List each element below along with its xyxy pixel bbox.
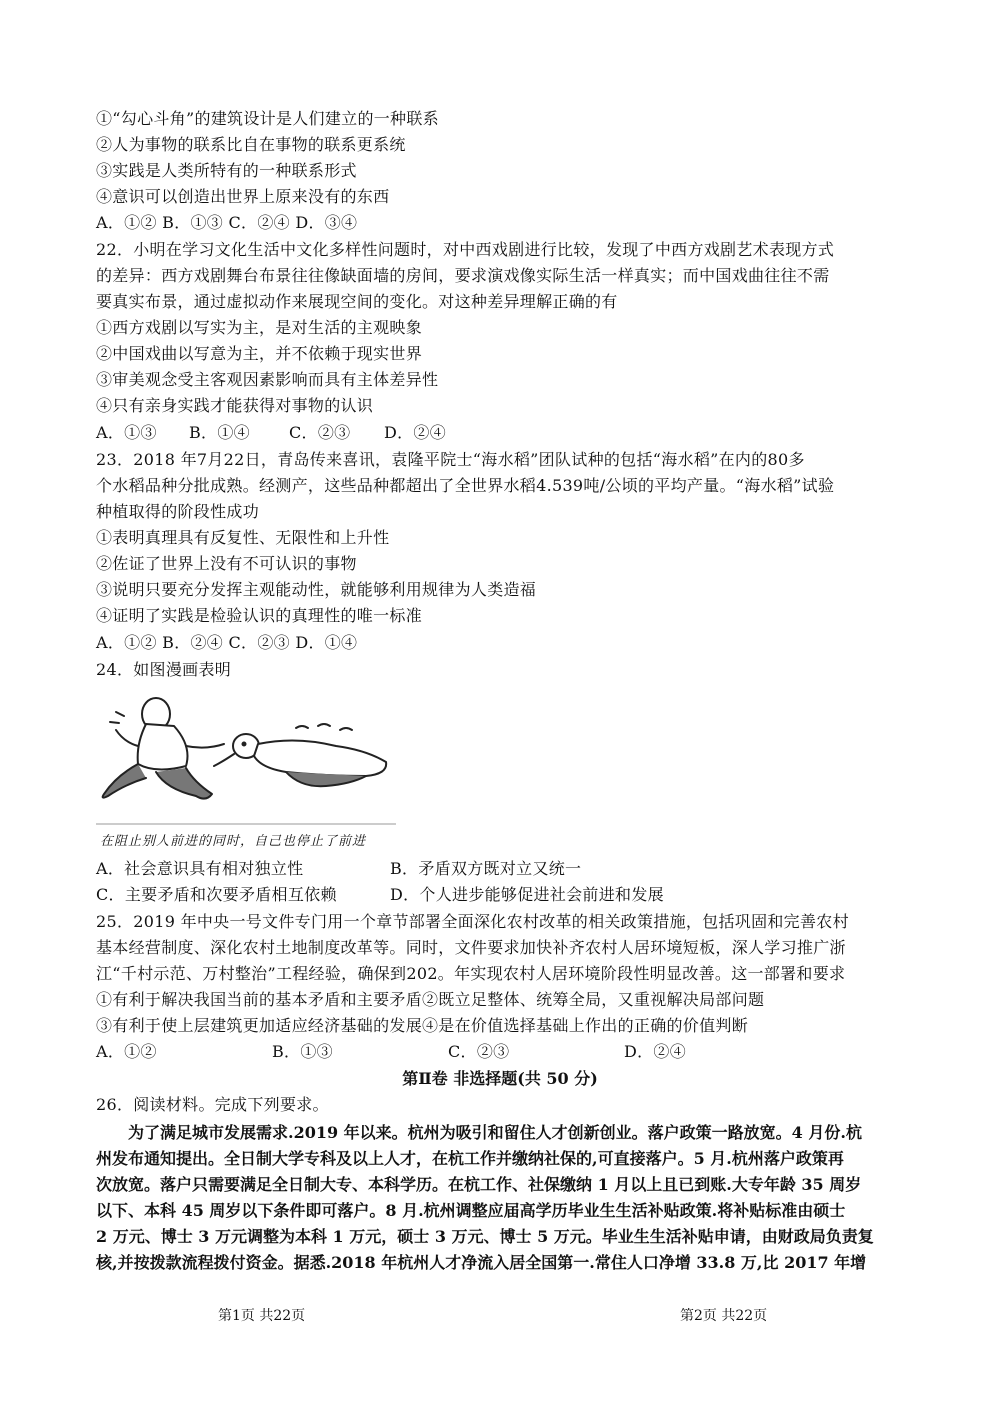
q22-option-b: B．①④ — [189, 423, 250, 442]
q26-material: 州发布通知提出。全日制大学专科及以上人才，在杭工作并缴纳社保的,可直接落户。5 月.杭州落户政策再 — [96, 1149, 844, 1168]
cartoon-image — [96, 684, 396, 829]
q22-stem: 要真实布景，通过虚拟动作来展现空间的变化。对这种差异理解正确的有 — [96, 292, 618, 311]
q26-material: 以下、本科 45 周岁以下条件即可落户。8 月.杭州调整应届高学历毕业生生活补贴政策.将补贴标准由硕士 — [96, 1201, 846, 1220]
q24-options-row1 — [96, 856, 581, 882]
q24-stem: 24．如图漫画表明 — [96, 660, 232, 679]
q22-option-c: C．②③ — [289, 423, 351, 442]
q22-options — [96, 420, 446, 446]
q25-stem: 25．2019 年中央一号文件专门用一个章节部署全面深化农村改革的相关政策措施，包括巩固和完善农村 — [96, 912, 849, 931]
q21-item: ④意识可以创造出世界上原来没有的东西 — [96, 187, 390, 206]
q22-stem: 的差异：西方戏剧舞台布景往往像缺面墙的房间，要求演戏像实际生活一样真实；而中国戏曲往往不需 — [96, 266, 830, 285]
q22-option-a: A．①③ — [96, 423, 157, 442]
q26-material: 2 万元、博士 3 万元调整为本科 1 万元，硕士 3 万元、博士 5 万元。毕业生生活补贴申请，由财政局负责复 — [96, 1227, 874, 1246]
q25-option-d: D．②④ — [624, 1042, 687, 1061]
q25-stem: 基本经营制度、深化农村土地制度改革等。同时，文件要求加快补齐农村人居环境短板，深人学习推广浙 — [96, 938, 846, 957]
q24-option-b: B．矛盾双方既对立又统一 — [390, 859, 582, 878]
page-footer-left: 第1页 共22页 — [218, 1308, 306, 1324]
q23-item: ①表明真理具有反复性、无限性和上升性 — [96, 528, 390, 547]
q24-option-d: D．个人进步能够促进社会前进和发展 — [390, 885, 664, 904]
q23-item: ③说明只要充分发挥主观能动性，就能够利用规律为人类造福 — [96, 580, 537, 599]
q25-option-a: A．①② — [96, 1042, 157, 1061]
q23-item: ②佐证了世界上没有不可认识的事物 — [96, 554, 357, 573]
q22-item: ④只有亲身实践才能获得对事物的认识 — [96, 396, 374, 415]
cartoon-caption: 在阻止别人前进的同时，自己也停止了前进 — [100, 834, 367, 849]
page-footer-right: 第2页 共22页 — [680, 1308, 768, 1324]
q22-option-d: D．②④ — [384, 423, 447, 442]
q24-options-row2 — [96, 882, 664, 908]
q25-item: ③有利于使上层建筑更加适应经济基础的发展④是在价值选择基础上作出的正确的价值判断 — [96, 1016, 749, 1035]
q21-options: A．①② B．①③ C．②④ D．③④ — [96, 213, 358, 232]
q24-option-a: A．社会意识具有相对独立性 — [96, 859, 304, 878]
q23-options: A．①② B．②④ C．②③ D．①④ — [96, 633, 358, 652]
q25-option-b: B．①③ — [272, 1042, 333, 1061]
q22-item: ②中国戏曲以写意为主，并不依赖于现实世界 — [96, 344, 423, 363]
q25-option-c: C．②③ — [448, 1042, 510, 1061]
q23-stem: 种植取得的阶段性成功 — [96, 502, 260, 521]
q21-item: ①“勾心斗角”的建筑设计是人们建立的一种联系 — [96, 109, 439, 128]
section-heading: 第Ⅱ卷 非选择题(共 50 分) — [402, 1069, 598, 1088]
q21-item: ②人为事物的联系比自在事物的联系更系统 — [96, 135, 406, 154]
q23-stem: 个水稻品种分批成熟。经测产，这些品种都超出了全世界水稻4.539吨/公顷的平均产量。“海水稻”试验 — [96, 476, 835, 495]
q24-option-c: C．主要矛盾和次要矛盾相互依赖 — [96, 885, 337, 904]
q23-item: ④证明了实践是检验认识的真理性的唯一标准 — [96, 606, 423, 625]
q22-item: ③审美观念受主客观因素影响而具有主体差异性 — [96, 370, 439, 389]
q26-title: 26．阅读材料。完成下列要求。 — [96, 1095, 329, 1114]
q26-material: 次放宽。落户只需要满足全日制大专、本科学历。在杭工作、社保缴纳 1 月以上且已到账.大专年龄 35 周岁 — [96, 1175, 862, 1194]
q21-item: ③实践是人类所特有的一种联系形式 — [96, 161, 357, 180]
q26-material: 为了满足城市发展需求.2019 年以来。杭州为吸引和留住人才创新创业。落户政策一路放宽。4 月份.杭 — [128, 1123, 862, 1142]
q23-stem: 23．2018 年7月22日，青岛传来喜讯，袁隆平院士“海水稻”团队试种的包括“海水稻”在内的80多 — [96, 450, 805, 469]
q26-material: 核,并按拨款流程拨付资金。据悉.2018 年杭州人才净流入居全国第一.常住人口净增 33.8 万,比 2017 年增 — [96, 1253, 867, 1272]
q22-stem: 22．小明在学习文化生活中文化多样性问题时，对中西戏剧进行比较，发现了中西方戏剧艺术表现方式 — [96, 240, 835, 259]
q25-stem: 江“千村示范、万村整治”工程经验，确保到202。年实现农村人居环境阶段性明显改善。这一部署和要求 — [96, 964, 846, 983]
q25-options — [96, 1039, 686, 1065]
q22-item: ①西方戏剧以写实为主，是对生活的主观映象 — [96, 318, 423, 337]
q25-item: ①有利于解决我国当前的基本矛盾和主要矛盾②既立足整体、统筹全局，又重视解决局部问题 — [96, 990, 765, 1009]
